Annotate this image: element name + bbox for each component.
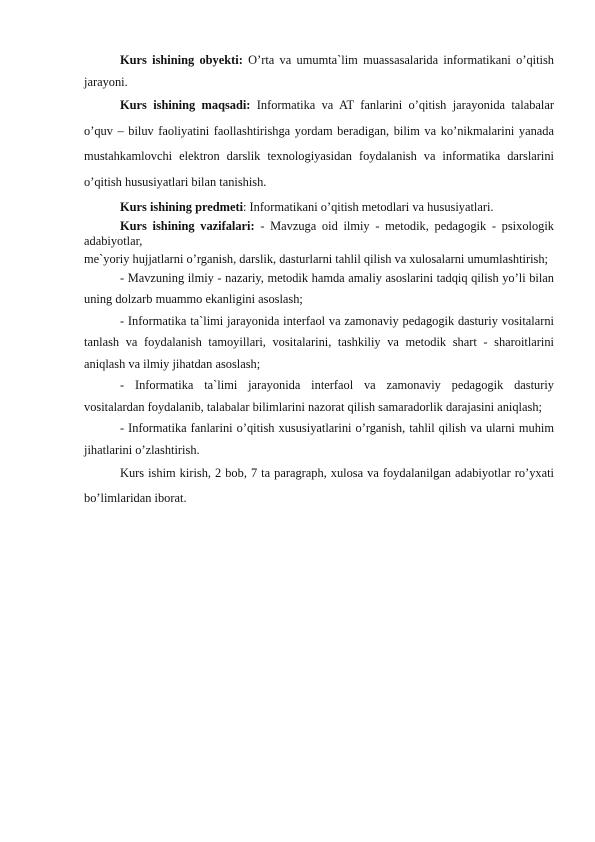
paragraph-tuzilishi (84, 461, 554, 511)
paragraph-maqsadi (84, 93, 554, 195)
predmeti-label: Kurs ishining predmeti (120, 200, 244, 214)
vazifalari-line1: - Mavzuga oid ilmiy - metodik, pedagogik - psixologik adabiyotlar, (84, 218, 554, 248)
maqsadi-text: Informatika va AT fanlarini o’qitish jarayonida talabalar o’quv – biluv faoliyatini faollashtirishga yordam beradigan, bilim va ko’nikmalarini yanada mustahkamlovchi elektron darslik texnologiyasidan foydalanish va informatika darslarini o’qitish hususiyatlari bilan tanishish. (84, 98, 554, 189)
document-body (84, 50, 554, 511)
list-item-3-text: - Informatika ta`limi jarayonida interfaol va zamonaviy pedagogik dasturiy vositalardan foydalanib, talabalar bilimlarini nazorat qilish samaradorlik darajasini aniqlash; (84, 378, 554, 414)
list-item-1-text: - Mavzuning ilmiy - nazariy, metodik hamda amaliy asoslarini tadqiq qilish yo’li bilan uning dolzarb muammo ekanligini asoslash; (84, 270, 554, 306)
tuzilishi-text: Kurs ishim kirish, 2 bob, 7 ta paragraph, xulosa va foydalanilgan adabiyotlar ro’yxati bo’limlaridan iborat. (84, 466, 554, 505)
list-item-2 (84, 311, 554, 376)
paragraph-vazifalari-cont (84, 250, 554, 268)
obyekti-text: O’rta va umumta`lim muassasalarida informatikani o’qitish jarayoni. (84, 53, 554, 89)
vazifalari-line2: me`yoriy hujjatlarni o’rganish, darslik, dasturlarni tahlil qilish va xulosalarni umumlashtirish; (84, 251, 548, 266)
paragraph-predmeti (84, 197, 554, 219)
predmeti-text: : Informatikani o’qitish metodlari va hususiyatlari. (243, 200, 494, 214)
list-item-4 (84, 418, 554, 461)
vazifalari-label: Kurs ishining vazifalari: (120, 218, 255, 233)
list-item-3 (84, 375, 554, 418)
list-item-2-text: - Informatika ta`limi jarayonida interfaol va zamonaviy pedagogik dasturiy vositalarni tanlash va foydalanish tamoyillari, vositalarini, tashkiliy va metodik shart - sharoitlarini aniqlash va ilmiy jihatdan asoslash; (84, 313, 554, 371)
paragraph-vazifalari (84, 219, 554, 250)
obyekti-label: Kurs ishining obyekti: (120, 53, 243, 67)
list-item-4-text: - Informatika fanlarini o’qitish xususiyatlarini o’rganish, tahlil qilish va ularni muhim jihatlarini o’zlashtirish. (84, 421, 554, 457)
maqsadi-label: Kurs ishining maqsadi: (120, 98, 251, 112)
paragraph-obyekti (84, 50, 554, 93)
list-item-1 (84, 268, 554, 311)
